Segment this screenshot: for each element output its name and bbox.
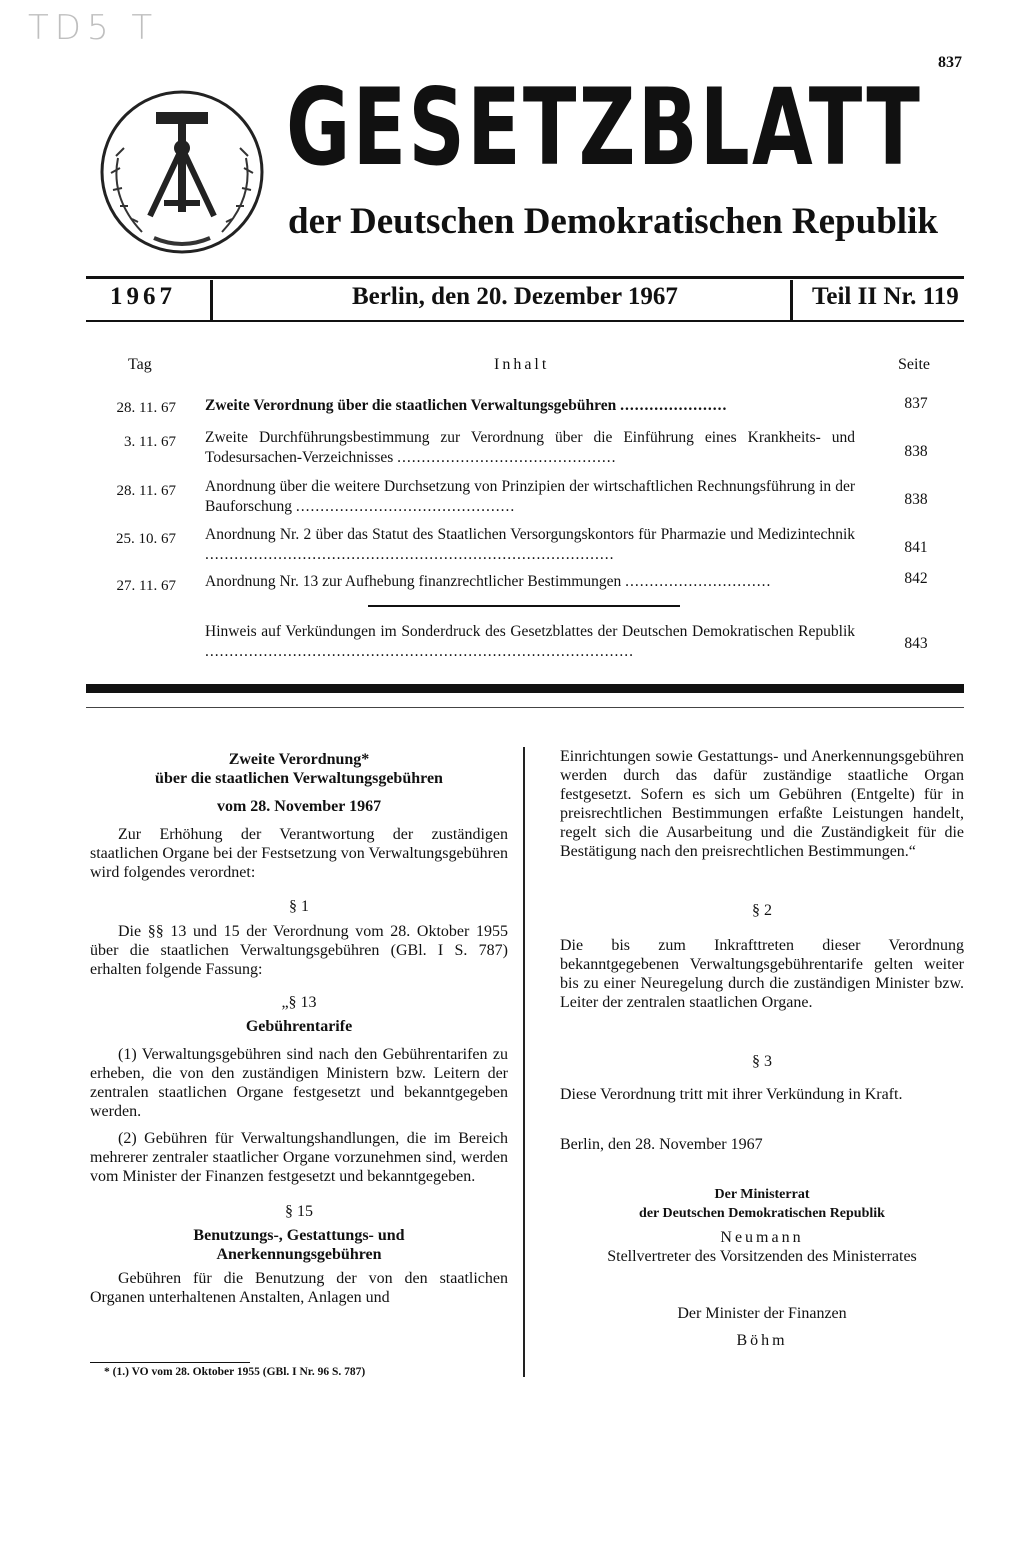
toc-entry-date: 3. 11. 67 — [124, 434, 176, 450]
issue-part: Teil II Nr. 119 — [812, 283, 959, 310]
toc-entry-title: Zweite Durchführungsbestimmung zur Verordnung über die Einführung eines Krankheits- und Todesursachen-Verzeichnisses ............................................. — [205, 429, 855, 466]
section-title: Gebührentarife — [245, 1018, 353, 1035]
section-text: Die §§ 13 und 15 der Verordnung vom 28. Oktober 1955 über die staatlichen Verwaltungsgebühren (GBl. I S. 787) erhalten folgende Fassung: — [90, 923, 508, 978]
signer-name: Neumann — [720, 1229, 804, 1246]
header-divider-1 — [210, 280, 213, 322]
toc-entry-title: Anordnung Nr. 2 über das Statut des Staatlichen Versorgungskontors für Pharmazie und Medizintechnik .................................................................................... — [205, 526, 855, 563]
section-paragraph: (1) Verwaltungsgebühren sind nach den Gebührentarifen zu erheben, die von den zuständigen Ministern bzw. Leitern der zentralen staatlichen Organe festgesetzt und bekanntgegeben werden. — [90, 1046, 508, 1120]
section-label: § 3 — [752, 1053, 772, 1070]
continued-text: Einrichtungen sowie Gestattungs- und Anerkennungsgebühren werden durch das dafür zuständige staatliche Organ festgesetzt. Sofern es sich um Gebühren (Entgelte) für in preisrechtlichen Bestimmungen erfaßte Leistungen handelt, regelt sich die Ausarbeitung und die Zuständigkeit für die Bestätigung nach den preisrechtlichen Bestimmungen.“ — [560, 748, 964, 860]
issue-place-date: Berlin, den 20. Dezember 1967 — [352, 283, 678, 310]
section-label: § 1 — [289, 898, 309, 915]
issue-year: 1967 — [110, 283, 176, 310]
header-rule-bottom — [86, 320, 964, 322]
state-emblem-icon — [98, 88, 266, 256]
contents-rule-thin — [86, 707, 964, 708]
toc-entry-page: 842 — [904, 570, 928, 587]
toc-entry-date: 27. 11. 67 — [116, 578, 176, 594]
toc-entry-page: 838 — [904, 491, 928, 508]
ordinance-intro: Zur Erhöhung der Verantwortung der zuständigen staatlichen Organe bei der Festsetzung von Verwaltungsgebühren wird folgendes verordnet: — [90, 826, 508, 881]
section-text: Diese Verordnung tritt mit ihrer Verkündung in Kraft. — [560, 1086, 903, 1103]
minister-title: Der Minister der Finanzen — [677, 1305, 847, 1322]
toc-separator — [368, 605, 680, 607]
page-number: 837 — [938, 54, 962, 71]
signature-place-date: Berlin, den 28. November 1967 — [560, 1136, 763, 1153]
section-text: Gebühren für die Benutzung der von den staatlichen Organen unterhaltenen Anstalten, Anlagen und — [90, 1270, 508, 1306]
signing-body: Der Ministerrat — [714, 1187, 810, 1202]
toc-entry-title: Anordnung Nr. 13 zur Aufhebung finanzrechtlicher Bestimmungen .............................. — [205, 573, 772, 590]
toc-col-day: Tag — [128, 356, 152, 373]
header-divider-2 — [790, 280, 793, 322]
toc-entry-title: Anordnung über die weitere Durchsetzung von Prinzipien der wirtschaftlichen Rechnungsführung in der Bauforschung ............................................. — [205, 478, 855, 515]
masthead-subtitle: der Deutschen Demokratischen Republik — [288, 201, 938, 242]
right-column — [560, 747, 964, 1350]
signer-title: Stellvertreter des Vorsitzenden des Ministerrates — [607, 1248, 917, 1265]
toc-entry-date: 28. 11. 67 — [116, 483, 176, 499]
ordinance-date: vom 28. November 1967 — [216, 798, 382, 815]
toc-notice: Hinweis auf Verkündungen im Sonderdruck des Gesetzblattes der Deutschen Demokratischen Republik ........................................................................................ — [205, 623, 855, 660]
header-rule-top — [86, 276, 964, 279]
section-label: § 15 — [285, 1203, 313, 1220]
ordinance-subheading: über die staatlichen Verwaltungsgebühren — [155, 770, 443, 787]
section-label: „§ 13 — [281, 994, 317, 1011]
footnote-rule — [90, 1362, 250, 1363]
column-separator — [523, 747, 525, 1377]
footnote: * (1.) VO vom 28. Oktober 1955 (GBl. I Nr. 96 S. 787) — [104, 1366, 366, 1378]
contents-rule-thick — [86, 684, 964, 693]
toc-entry-page: 838 — [904, 443, 928, 460]
toc-notice-page: 843 — [904, 635, 928, 652]
toc-entry-title: Zweite Verordnung über die staatlichen Verwaltungsgebühren ...................... — [205, 397, 728, 414]
ordinance-heading: Zweite Verordnung* — [228, 751, 370, 768]
toc-entry-page: 841 — [904, 539, 928, 556]
signing-body-name: der Deutschen Demokratischen Republik — [639, 1206, 885, 1221]
section-text: Die bis zum Inkrafttreten dieser Verordnung bekanntgegebenen Verwaltungsgebührentarife gelten weiter bis zu einer Neuregelung durch die zuständigen Minister bzw. Leiter der zentralen staatlichen Organe. — [560, 937, 964, 1011]
toc-col-title: Inhalt — [494, 356, 550, 373]
toc-col-page: Seite — [898, 356, 930, 373]
section-label: § 2 — [752, 902, 772, 919]
left-column — [90, 750, 508, 1307]
toc-entry-page: 837 — [904, 395, 928, 412]
signer-name: Böhm — [736, 1332, 788, 1349]
masthead-title: GESETZBLATT — [286, 66, 923, 189]
handwritten-marginalia: TD5 T — [28, 8, 159, 48]
section-paragraph: (2) Gebühren für Verwaltungshandlungen, die im Bereich mehrerer zentraler staatlicher Organe vorzunehmen sind, werden vom Minister der Finanzen festgesetzt und bekanntgegeben. — [90, 1130, 508, 1185]
toc-entry-date: 25. 10. 67 — [116, 531, 176, 547]
section-title: Benutzungs-, Gestattungs- und Anerkennungsgebühren — [193, 1227, 405, 1263]
toc-entry-date: 28. 11. 67 — [116, 400, 176, 416]
